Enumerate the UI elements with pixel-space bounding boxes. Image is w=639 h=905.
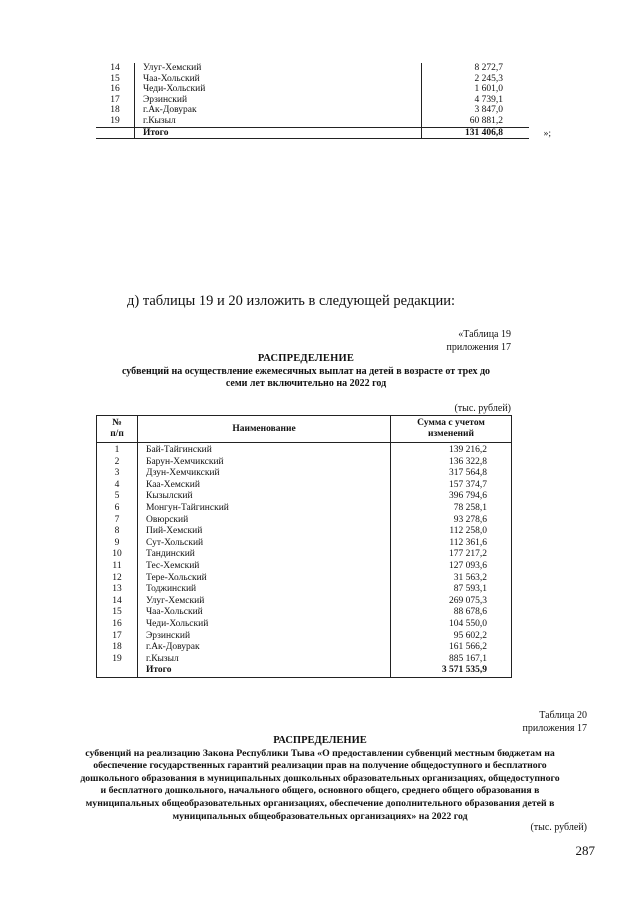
total-empty-cell: [96, 127, 135, 139]
table20-title: РАСПРЕДЕЛЕНИЕ: [273, 735, 367, 746]
table-row: [97, 573, 512, 585]
total-value: 3 571 535,9: [391, 665, 512, 677]
row-value: 317 564,8: [391, 468, 512, 480]
previous-table-continuation: [96, 63, 551, 140]
row-number: 3: [97, 468, 138, 480]
row-value: 8 272,7: [422, 63, 530, 74]
row-value: 139 216,2: [391, 443, 512, 457]
row-value: 2 245,3: [422, 74, 530, 85]
table-row: [97, 538, 512, 550]
table20-ref-line1: Таблица 20: [539, 710, 587, 721]
table-row: [97, 642, 512, 654]
row-name: Барун-Хемчикский: [138, 457, 391, 469]
header-num-line1: №: [112, 418, 122, 428]
row-value: 269 075,3: [391, 596, 512, 608]
table-row: [97, 515, 512, 527]
table20-subtitle-line: муниципальных общеобразовательных организациях, обеспечение дополнительного образования детей в: [85, 797, 555, 809]
table19-subtitle-line2: семи лет включительно на 2022 год: [225, 378, 387, 389]
table-row: [96, 63, 529, 74]
table-row: [96, 74, 529, 85]
row-number: 17: [110, 94, 120, 105]
table20-reference: [523, 709, 587, 735]
table19-ref-line2: приложения 17: [446, 342, 511, 353]
row-name: Чеди-Хольский: [135, 84, 422, 95]
row-name: Тоджинский: [138, 584, 391, 596]
row-name: Чеди-Хольский: [138, 619, 391, 631]
row-number: 4: [97, 480, 138, 492]
table-row: [96, 95, 529, 106]
closing-quote: »;: [543, 129, 551, 140]
row-number: 9: [97, 538, 138, 550]
row-name: г.Кызыл: [138, 654, 391, 666]
row-value: 87 593,1: [391, 584, 512, 596]
table20-subtitle-line: обеспечение государственных гарантий реализации прав на получение общедоступного и бесплатного: [93, 760, 547, 772]
table-row: [96, 116, 529, 127]
row-name: Овюрский: [138, 515, 391, 527]
header-name: Наименование: [138, 416, 391, 443]
total-label: Итого: [135, 127, 422, 139]
amendment-instruction: д) таблицы 19 и 20 изложить в следующей редакции:: [127, 293, 456, 309]
row-number: 14: [110, 63, 120, 73]
previous-table: [96, 63, 529, 139]
row-number: 18: [110, 105, 120, 116]
row-value: 104 550,0: [391, 619, 512, 631]
table19-ref-line1: «Таблица 19: [458, 329, 511, 340]
total-empty-cell: [97, 665, 138, 677]
row-name: Каа-Хемский: [138, 480, 391, 492]
row-value: 161 566,2: [391, 642, 512, 654]
row-name: Монгун-Тайгинский: [138, 503, 391, 515]
table-row: [97, 561, 512, 573]
table20-ref-line2: приложения 17: [522, 723, 587, 734]
row-value: 3 847,0: [422, 105, 530, 116]
row-name: Сут-Хольский: [138, 538, 391, 550]
row-number: 14: [97, 596, 138, 608]
table-row: [97, 631, 512, 643]
row-value: 60 881,2: [422, 116, 530, 127]
row-number: 15: [97, 607, 138, 619]
row-value: 885 167,1: [391, 654, 512, 666]
header-value-line1: Сумма с учетом: [417, 418, 485, 428]
row-value: 1 601,0: [422, 84, 530, 95]
row-value: 396 794,6: [391, 491, 512, 503]
row-number: 2: [97, 457, 138, 469]
row-number: 5: [97, 491, 138, 503]
row-number: 12: [97, 573, 138, 585]
row-number: 18: [97, 642, 138, 654]
table-row: [97, 468, 512, 480]
row-number: 15: [110, 73, 120, 84]
header-num: [97, 416, 138, 443]
table-row: [97, 503, 512, 515]
row-number: 17: [97, 631, 138, 643]
table-row: [97, 491, 512, 503]
row-name: г.Кызыл: [135, 116, 422, 127]
table-row: [96, 105, 529, 116]
table-row: [97, 443, 512, 457]
table19-header-row: [97, 416, 512, 443]
table-row: [96, 84, 529, 95]
table20-subtitle-line: и бесплатного дошкольного, начального общего, основного общего, среднего общего образования в: [100, 785, 540, 797]
row-name: Улуг-Хемский: [135, 63, 422, 74]
row-name: Бай-Тайгинский: [138, 443, 391, 457]
row-name: Чаа-Хольский: [135, 74, 422, 85]
row-value: 112 361,6: [391, 538, 512, 550]
row-name: г.Ак-Довурак: [138, 642, 391, 654]
table20-title-block: [30, 735, 610, 823]
row-number: 11: [97, 561, 138, 573]
total-label: Итого: [138, 665, 391, 677]
row-value: 127 093,6: [391, 561, 512, 573]
table-row: [97, 654, 512, 666]
row-value: 177 217,2: [391, 549, 512, 561]
row-name: Тандинский: [138, 549, 391, 561]
table20-subtitle-line: субвенций на реализацию Закона Республики Тыва «О предоставлении субвенций местным бюджетам на: [85, 747, 555, 759]
table-row: [97, 549, 512, 561]
table20-units: (тыс. рублей): [530, 822, 587, 833]
row-value: 31 563,2: [391, 573, 512, 585]
table19-units: (тыс. рублей): [454, 403, 511, 414]
row-value: 95 602,2: [391, 631, 512, 643]
header-num-line2: п/п: [110, 429, 124, 439]
row-number: 1: [97, 443, 138, 457]
table20-subtitle-line: муниципальных общеобразовательных организациях» на 2022 год: [172, 810, 468, 822]
row-number: 10: [97, 549, 138, 561]
header-value-line2: изменений: [428, 429, 474, 439]
row-number: 8: [97, 526, 138, 538]
page-number: 287: [575, 843, 595, 858]
row-number: 13: [97, 584, 138, 596]
row-number: 7: [97, 515, 138, 527]
row-value: 112 258,0: [391, 526, 512, 538]
table19-title-block: [96, 353, 516, 391]
table-row: [97, 584, 512, 596]
row-name: г.Ак-Довурак: [135, 105, 422, 116]
row-value: 78 258,1: [391, 503, 512, 515]
row-value: 157 374,7: [391, 480, 512, 492]
row-value: 88 678,6: [391, 607, 512, 619]
table20-subtitle-line: дошкольного образования в муниципальных дошкольных образовательных организациях, общедоступного: [80, 772, 560, 784]
table-row: [97, 480, 512, 492]
row-name: Чаа-Хольский: [138, 607, 391, 619]
table-row: [97, 526, 512, 538]
table-row: [97, 596, 512, 608]
row-value: 4 739,1: [422, 95, 530, 106]
row-number: 16: [110, 84, 120, 95]
table19-reference: [447, 328, 511, 354]
row-name: Эрзинский: [138, 631, 391, 643]
table19-subtitle-line1: субвенций на осуществление ежемесячных выплат на детей в возрасте от трех до: [121, 365, 491, 377]
row-name: Пий-Хемский: [138, 526, 391, 538]
table-row: [97, 607, 512, 619]
table-row: [97, 457, 512, 469]
row-number: 19: [110, 115, 120, 126]
header-value: [391, 416, 512, 443]
row-name: Тес-Хемский: [138, 561, 391, 573]
table19: [96, 415, 512, 678]
row-name: Кызылский: [138, 491, 391, 503]
row-number: 6: [97, 503, 138, 515]
total-row: [96, 127, 529, 139]
row-name: Улуг-Хемский: [138, 596, 391, 608]
row-name: Эрзинский: [135, 95, 422, 106]
table20-subtitle: [30, 748, 610, 824]
row-number: 19: [97, 654, 138, 666]
table-row: [97, 619, 512, 631]
table19-grid: [96, 415, 512, 678]
total-row: [97, 665, 512, 677]
row-name: Тере-Хольский: [138, 573, 391, 585]
row-value: 136 322,8: [391, 457, 512, 469]
total-value: 131 406,8: [422, 127, 530, 139]
row-name: Дзун-Хемчикский: [138, 468, 391, 480]
table19-title: РАСПРЕДЕЛЕНИЕ: [257, 353, 355, 364]
row-value: 93 278,6: [391, 515, 512, 527]
row-number: 16: [97, 619, 138, 631]
